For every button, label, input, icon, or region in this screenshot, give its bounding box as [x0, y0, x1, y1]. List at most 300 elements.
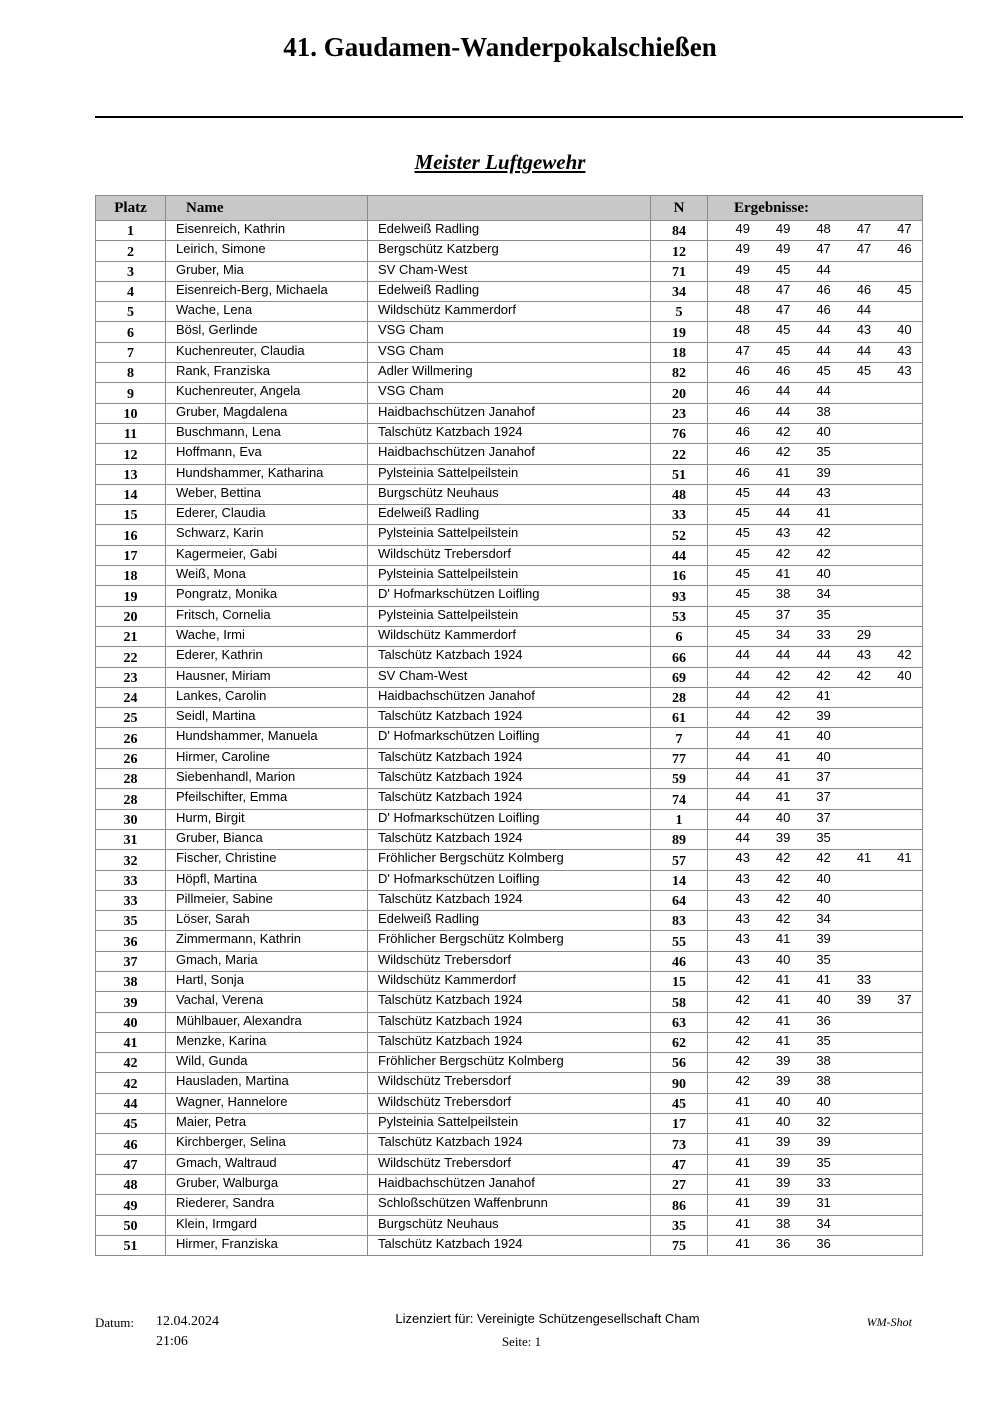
cell-club: Talschütz Katzbach 1924 — [368, 890, 651, 910]
score-value — [871, 1013, 911, 1029]
cell-platz: 44 — [96, 1093, 166, 1113]
score-value: 42 — [775, 545, 791, 561]
cell-name: Gmach, Maria — [166, 951, 368, 971]
score-value — [831, 749, 871, 765]
cell-club: Talschütz Katzbach 1924 — [368, 1032, 651, 1052]
cell-results — [708, 302, 923, 322]
cell-n: 5 — [651, 302, 708, 322]
table-header-row — [96, 196, 923, 221]
cell-n: 6 — [651, 626, 708, 646]
cell-platz: 47 — [96, 1154, 166, 1174]
score-value: 44 — [816, 322, 831, 338]
score-value: 45 — [897, 281, 912, 297]
cell-platz: 45 — [96, 1114, 166, 1134]
score-value: 43 — [816, 484, 831, 500]
cell-platz: 20 — [96, 606, 166, 626]
score-value: 40 — [816, 728, 831, 744]
cell-results — [708, 342, 923, 362]
table-row — [96, 464, 923, 484]
table-body — [96, 221, 923, 1256]
score-value: 31 — [816, 1195, 831, 1211]
score-value: 35 — [816, 829, 831, 845]
cell-results — [708, 1235, 923, 1255]
score-value: 40 — [816, 870, 831, 886]
score-value — [871, 586, 911, 602]
score-value: 40 — [897, 322, 912, 338]
cell-n: 64 — [651, 890, 708, 910]
table-row — [96, 626, 923, 646]
cell-platz: 17 — [96, 545, 166, 565]
score-value: 45 — [735, 626, 750, 642]
cell-club: Fröhlicher Bergschütz Kolmberg — [368, 850, 651, 870]
page-title: 41. Gaudamen-Wanderpokalschießen — [283, 32, 717, 62]
cell-name: Hurm, Birgit — [166, 809, 368, 829]
footer-date: 12.04.2024 — [156, 1314, 219, 1329]
score-value: 41 — [816, 971, 831, 987]
score-value — [871, 627, 911, 643]
cell-n: 58 — [651, 992, 708, 1012]
cell-results — [708, 890, 923, 910]
cell-platz: 33 — [96, 870, 166, 890]
cell-platz: 23 — [96, 667, 166, 687]
cell-n: 12 — [651, 241, 708, 261]
cell-n: 57 — [651, 850, 708, 870]
score-value: 46 — [897, 241, 912, 257]
cell-n: 66 — [651, 647, 708, 667]
cell-name: Lankes, Carolin — [166, 687, 368, 707]
cell-platz: 26 — [96, 748, 166, 768]
cell-platz: 41 — [96, 1032, 166, 1052]
table-row — [96, 829, 923, 849]
score-value — [831, 1134, 871, 1150]
cell-n: 59 — [651, 769, 708, 789]
cell-platz: 36 — [96, 931, 166, 951]
score-value: 39 — [816, 931, 831, 947]
score-value: 45 — [735, 586, 750, 602]
score-value — [831, 262, 871, 278]
score-value: 42 — [735, 1012, 750, 1028]
cell-results — [708, 1053, 923, 1073]
score-value — [831, 1216, 871, 1232]
score-value: 34 — [775, 626, 791, 642]
score-value — [831, 688, 871, 704]
score-value: 46 — [775, 363, 791, 379]
score-value: 36 — [816, 1235, 831, 1251]
cell-n: 82 — [651, 363, 708, 383]
cell-name: Eisenreich, Kathrin — [166, 221, 368, 241]
score-value — [871, 424, 911, 440]
cell-results — [708, 1154, 923, 1174]
score-value: 37 — [775, 606, 791, 622]
score-value — [871, 485, 911, 501]
cell-results — [708, 1134, 923, 1154]
score-value: 33 — [816, 1174, 831, 1190]
cell-results — [708, 971, 923, 991]
score-value — [831, 911, 871, 927]
table-row — [96, 1195, 923, 1215]
score-value — [831, 871, 871, 887]
score-value: 43 — [856, 647, 872, 663]
table-row — [96, 403, 923, 423]
cell-platz: 42 — [96, 1073, 166, 1093]
score-value — [871, 465, 911, 481]
score-value: 39 — [775, 1073, 791, 1089]
table-row — [96, 951, 923, 971]
cell-club: Bergschütz Katzberg — [368, 241, 651, 261]
cell-platz: 13 — [96, 464, 166, 484]
score-value: 44 — [775, 647, 791, 663]
cell-results — [708, 423, 923, 443]
cell-n: 69 — [651, 667, 708, 687]
cell-platz: 7 — [96, 342, 166, 362]
score-value — [871, 871, 911, 887]
cell-n: 62 — [651, 1032, 708, 1052]
score-value: 48 — [735, 322, 750, 338]
cell-name: Hirmer, Caroline — [166, 748, 368, 768]
cell-n: 1 — [651, 809, 708, 829]
score-value: 46 — [816, 302, 831, 318]
score-value: 45 — [735, 484, 750, 500]
table-row — [96, 586, 923, 606]
cell-platz: 37 — [96, 951, 166, 971]
score-value — [831, 424, 871, 440]
table-row — [96, 911, 923, 931]
cell-n: 19 — [651, 322, 708, 342]
table-row — [96, 606, 923, 626]
cell-n: 90 — [651, 1073, 708, 1093]
score-value — [871, 749, 911, 765]
table-row — [96, 809, 923, 829]
score-value: 49 — [735, 221, 750, 236]
cell-n: 63 — [651, 1012, 708, 1032]
table-row — [96, 1174, 923, 1194]
score-value — [871, 566, 911, 582]
cell-platz: 22 — [96, 647, 166, 667]
score-value — [871, 789, 911, 805]
score-value — [831, 444, 871, 460]
table-row — [96, 1093, 923, 1113]
score-value: 41 — [735, 1195, 750, 1211]
cell-name: Hausladen, Martina — [166, 1073, 368, 1093]
score-value: 43 — [735, 931, 750, 947]
score-value — [871, 688, 911, 704]
score-value: 41 — [775, 971, 791, 987]
score-value: 42 — [856, 667, 872, 683]
cell-n: 27 — [651, 1174, 708, 1194]
table-row — [96, 870, 923, 890]
cell-n: 83 — [651, 911, 708, 931]
score-value: 41 — [816, 505, 831, 521]
score-value: 44 — [735, 728, 750, 744]
score-value: 47 — [735, 342, 750, 358]
footer-brand: WM-Shot — [866, 1315, 912, 1329]
cell-results — [708, 322, 923, 342]
footer-date-label: Datum: — [95, 1315, 134, 1330]
score-value: 42 — [735, 992, 750, 1008]
score-value — [831, 789, 871, 805]
cell-platz: 38 — [96, 971, 166, 991]
score-value — [831, 383, 871, 399]
table-row — [96, 850, 923, 870]
score-value: 40 — [816, 566, 831, 582]
score-value — [871, 769, 911, 785]
score-value: 39 — [775, 1174, 791, 1190]
score-value: 42 — [775, 423, 791, 439]
cell-club: Edelweiß Radling — [368, 221, 651, 241]
cell-n: 45 — [651, 1093, 708, 1113]
table-row — [96, 363, 923, 383]
score-value: 43 — [897, 342, 912, 358]
score-value: 41 — [735, 1174, 750, 1190]
score-value: 45 — [735, 525, 750, 541]
header-n: N — [651, 196, 708, 221]
score-value: 41 — [735, 1114, 750, 1130]
footer-page — [0, 1334, 1000, 1350]
cell-n: 55 — [651, 931, 708, 951]
cell-name: Schwarz, Karin — [166, 525, 368, 545]
score-value — [831, 566, 871, 582]
score-value — [871, 505, 911, 521]
score-value — [831, 546, 871, 562]
score-value: 38 — [775, 586, 791, 602]
cell-n: 33 — [651, 505, 708, 525]
cell-club: Haidbachschützen Janahof — [368, 1174, 651, 1194]
cell-club: Edelweiß Radling — [368, 505, 651, 525]
cell-name: Maier, Petra — [166, 1114, 368, 1134]
cell-club: Talschütz Katzbach 1924 — [368, 992, 651, 1012]
cell-club: Talschütz Katzbach 1924 — [368, 647, 651, 667]
cell-results — [708, 931, 923, 951]
score-value: 41 — [775, 464, 791, 480]
score-value: 41 — [775, 728, 791, 744]
cell-n: 75 — [651, 1235, 708, 1255]
score-value: 46 — [735, 464, 750, 480]
score-value: 42 — [775, 850, 791, 866]
score-value: 39 — [775, 1134, 791, 1150]
cell-name: Kirchberger, Selina — [166, 1134, 368, 1154]
footer-page-number: 1 — [534, 1334, 542, 1349]
cell-results — [708, 281, 923, 301]
cell-results — [708, 708, 923, 728]
score-value: 37 — [897, 992, 912, 1008]
cell-club: SV Cham-West — [368, 261, 651, 281]
cell-club: Wildschütz Trebersdorf — [368, 1073, 651, 1093]
cell-platz: 31 — [96, 829, 166, 849]
title-divider — [95, 116, 963, 118]
table-row — [96, 708, 923, 728]
cell-n: 28 — [651, 687, 708, 707]
score-value — [871, 891, 911, 907]
cell-club: Talschütz Katzbach 1924 — [368, 789, 651, 809]
cell-results — [708, 1195, 923, 1215]
cell-n: 52 — [651, 525, 708, 545]
table-row — [96, 505, 923, 525]
cell-name: Wagner, Hannelore — [166, 1093, 368, 1113]
table-row — [96, 1114, 923, 1134]
cell-club: Talschütz Katzbach 1924 — [368, 708, 651, 728]
score-value: 34 — [816, 911, 831, 927]
cell-club: VSG Cham — [368, 322, 651, 342]
cell-n: 22 — [651, 444, 708, 464]
score-value: 48 — [735, 281, 750, 297]
score-value — [871, 952, 911, 968]
cell-name: Gmach, Waltraud — [166, 1154, 368, 1174]
score-value: 40 — [816, 748, 831, 764]
score-value: 46 — [856, 281, 872, 297]
score-value: 41 — [856, 850, 872, 866]
score-value: 39 — [856, 992, 872, 1008]
cell-platz: 32 — [96, 850, 166, 870]
score-value: 40 — [816, 1093, 831, 1109]
cell-n: 73 — [651, 1134, 708, 1154]
cell-club: Fröhlicher Bergschütz Kolmberg — [368, 1053, 651, 1073]
cell-results — [708, 221, 923, 241]
score-value: 49 — [735, 261, 750, 277]
score-value: 43 — [735, 870, 750, 886]
cell-results — [708, 748, 923, 768]
cell-name: Gruber, Bianca — [166, 829, 368, 849]
table-row — [96, 261, 923, 281]
score-value — [871, 1134, 911, 1150]
score-value: 45 — [856, 363, 872, 379]
cell-name: Fischer, Christine — [166, 850, 368, 870]
score-value: 43 — [735, 911, 750, 927]
cell-results — [708, 363, 923, 383]
score-value: 45 — [816, 363, 831, 379]
cell-name: Gruber, Mia — [166, 261, 368, 281]
score-value: 44 — [735, 829, 750, 845]
cell-platz: 11 — [96, 423, 166, 443]
cell-club: Talschütz Katzbach 1924 — [368, 1134, 651, 1154]
score-value: 40 — [775, 1093, 791, 1109]
cell-club: D' Hofmarkschützen Loifling — [368, 809, 651, 829]
cell-club: Edelweiß Radling — [368, 911, 651, 931]
cell-name: Rank, Franziska — [166, 363, 368, 383]
cell-name: Bösl, Gerlinde — [166, 322, 368, 342]
score-value — [831, 465, 871, 481]
cell-club: Adler Willmering — [368, 363, 651, 383]
header-club — [368, 196, 651, 221]
cell-club: D' Hofmarkschützen Loifling — [368, 728, 651, 748]
score-value: 44 — [735, 789, 750, 805]
table-row — [96, 769, 923, 789]
cell-n: 20 — [651, 383, 708, 403]
score-value: 43 — [775, 525, 791, 541]
score-value: 42 — [735, 971, 750, 987]
cell-results — [708, 586, 923, 606]
cell-results — [708, 505, 923, 525]
score-value: 39 — [775, 1195, 791, 1211]
score-value: 41 — [735, 1154, 750, 1170]
score-value: 34 — [816, 586, 831, 602]
cell-platz: 19 — [96, 586, 166, 606]
cell-results — [708, 525, 923, 545]
score-value: 46 — [735, 403, 750, 419]
cell-results — [708, 403, 923, 423]
score-value: 35 — [816, 1032, 831, 1048]
cell-platz: 8 — [96, 363, 166, 383]
score-value: 40 — [816, 992, 831, 1008]
cell-club: Talschütz Katzbach 1924 — [368, 769, 651, 789]
score-value: 41 — [775, 1032, 791, 1048]
cell-name: Fritsch, Cornelia — [166, 606, 368, 626]
score-value: 49 — [775, 241, 791, 257]
score-value: 44 — [775, 403, 791, 419]
score-value: 38 — [775, 1215, 791, 1231]
score-value — [871, 607, 911, 623]
cell-name: Hoffmann, Eva — [166, 444, 368, 464]
score-value: 46 — [735, 444, 750, 460]
cell-results — [708, 789, 923, 809]
cell-platz: 39 — [96, 992, 166, 1012]
cell-name: Klein, Irmgard — [166, 1215, 368, 1235]
cell-club: Pylsteinia Sattelpeilstein — [368, 1114, 651, 1134]
cell-platz: 9 — [96, 383, 166, 403]
score-value — [831, 952, 871, 968]
score-value — [871, 302, 911, 318]
cell-results — [708, 444, 923, 464]
score-value — [871, 546, 911, 562]
cell-n: 51 — [651, 464, 708, 484]
cell-platz: 50 — [96, 1215, 166, 1235]
cell-platz: 6 — [96, 322, 166, 342]
cell-platz: 40 — [96, 1012, 166, 1032]
cell-results — [708, 261, 923, 281]
score-value — [871, 1216, 911, 1232]
score-value: 49 — [775, 221, 791, 236]
score-value: 44 — [735, 667, 750, 683]
score-value: 33 — [816, 626, 831, 642]
cell-club: Pylsteinia Sattelpeilstein — [368, 525, 651, 545]
cell-n: 7 — [651, 728, 708, 748]
score-value: 42 — [735, 1073, 750, 1089]
cell-name: Menzke, Karina — [166, 1032, 368, 1052]
cell-name: Eisenreich-Berg, Michaela — [166, 281, 368, 301]
footer-license: Lizenziert für: Vereinigte Schützengesellschaft Cham — [395, 1311, 700, 1326]
score-value: 36 — [775, 1235, 791, 1251]
cell-n: 89 — [651, 829, 708, 849]
cell-n: 46 — [651, 951, 708, 971]
cell-n: 76 — [651, 423, 708, 443]
cell-club: Talschütz Katzbach 1924 — [368, 1235, 651, 1255]
score-value: 43 — [735, 890, 750, 906]
score-value: 45 — [775, 322, 791, 338]
cell-platz: 21 — [96, 626, 166, 646]
score-value: 42 — [735, 1032, 750, 1048]
score-value — [871, 728, 911, 744]
cell-name: Pillmeier, Sabine — [166, 890, 368, 910]
cell-club: Wildschütz Trebersdorf — [368, 1093, 651, 1113]
cell-club: Wildschütz Kammerdorf — [368, 971, 651, 991]
score-value: 44 — [775, 484, 791, 500]
cell-name: Mühlbauer, Alexandra — [166, 1012, 368, 1032]
cell-results — [708, 484, 923, 504]
cell-name: Vachal, Verena — [166, 992, 368, 1012]
cell-platz: 3 — [96, 261, 166, 281]
cell-results — [708, 1174, 923, 1194]
cell-name: Kuchenreuter, Claudia — [166, 342, 368, 362]
table-row — [96, 647, 923, 667]
cell-n: 77 — [651, 748, 708, 768]
score-value — [871, 911, 911, 927]
cell-club: Pylsteinia Sattelpeilstein — [368, 464, 651, 484]
score-value — [831, 1053, 871, 1069]
cell-n: 53 — [651, 606, 708, 626]
table-row — [96, 687, 923, 707]
table-row — [96, 1053, 923, 1073]
table-row — [96, 566, 923, 586]
table-row — [96, 302, 923, 322]
